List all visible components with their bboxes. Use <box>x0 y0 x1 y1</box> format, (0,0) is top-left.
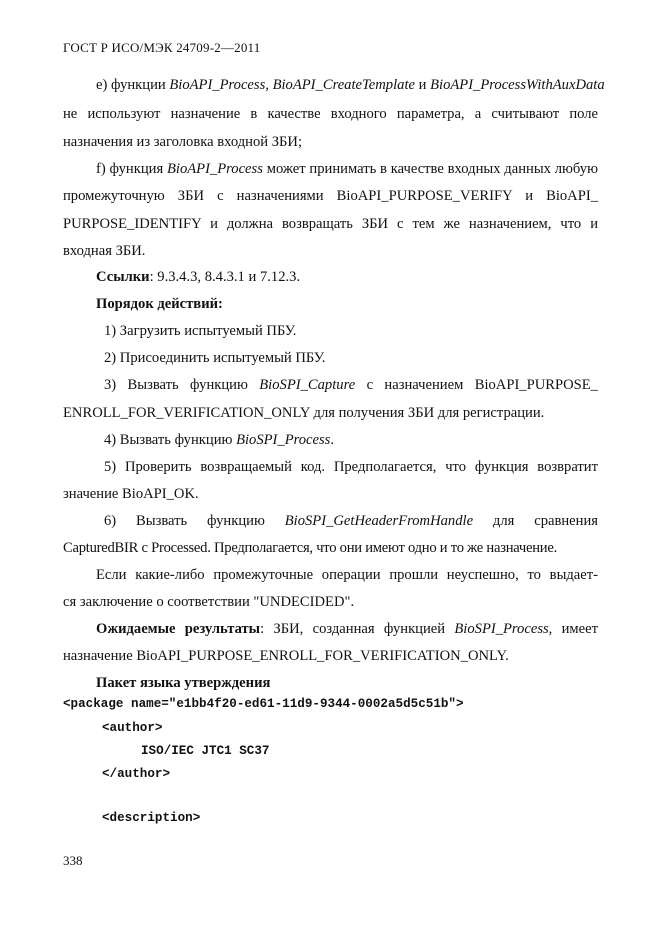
function-name: BioSPI_GetHeaderFromHandle <box>284 513 474 529</box>
page-number: 338 <box>63 853 83 868</box>
item-f-line-3: PURPOSE_IDENTIFY и должна возвращать ЗБИ с тем же назначением, что и <box>63 216 598 232</box>
step-5-line-1: 5) Проверить возвращаемый код. Предполагается, что функция возвратит <box>104 459 598 475</box>
expected-results-line-2: назначение BioAPI_PURPOSE_ENROLL_FOR_VERIFICATION_ONLY. <box>63 648 509 664</box>
text: . <box>330 432 335 448</box>
step-1: 1) Загрузить испытуемый ПБУ. <box>104 323 297 339</box>
function-name: BioAPI_Process <box>166 161 263 177</box>
item-f-line-4: входная ЗБИ. <box>63 243 146 259</box>
procedure-heading: Порядок действий: <box>96 296 223 312</box>
references-line <box>96 268 598 286</box>
step-2: 2) Присоединить испытуемый ПБУ. <box>104 350 326 366</box>
code-author-close: </author> <box>102 767 171 781</box>
item-e-line-2: не используют назначение в качестве входного параметра, а считывают поле <box>63 106 598 122</box>
code-description-open: <description> <box>102 811 201 825</box>
text: f) функция <box>96 161 167 177</box>
text: : ЗБИ, созданная функцией <box>260 621 455 637</box>
step-6-line-2: CapturedBIR с Processed. Предполагается, что они имеют одно и то же назначение. <box>63 540 557 556</box>
expected-results-label: Ожидаемые результаты <box>96 621 261 637</box>
text: 3) Вызвать функцию <box>104 377 260 393</box>
function-name: BioSPI_Process <box>454 621 549 637</box>
text: е) функции <box>96 77 170 93</box>
item-e-line-3: назначения из заголовка входной ЗБИ; <box>63 134 302 150</box>
text: 4) Вызвать функцию <box>104 432 237 448</box>
text: может принимать в качестве входных данных любую <box>262 161 598 177</box>
code-author-value: ISO/IEC JTC1 SC37 <box>141 744 270 758</box>
undecided-line-2: ся заключение о соответствии "UNDECIDED". <box>63 594 355 610</box>
step-6-line-1 <box>104 512 598 530</box>
step-3-line-1 <box>104 376 598 394</box>
text: 6) Вызвать функцию <box>104 513 285 529</box>
item-e-line-1 <box>96 76 605 94</box>
assertion-package-heading: Пакет языка утверждения <box>96 675 271 691</box>
undecided-line-1: Если какие-либо промежуточные операции прошли неуспешно, то выдает- <box>96 567 598 583</box>
function-name: BioAPI_ProcessWithAuxData <box>430 77 605 93</box>
references-label: Ссылки <box>96 269 150 285</box>
function-name: BioAPI_CreateTemplate <box>272 77 415 93</box>
running-header: ГОСТ Р ИСО/МЭК 24709-2—2011 <box>63 40 261 55</box>
code-author-open: <author> <box>102 721 163 735</box>
code-package-open: <package name="e1bb4f20-ed61-11d9-9344-0002a5d5c51b"> <box>63 697 464 711</box>
text: и <box>414 77 431 93</box>
expected-results-line-1 <box>96 620 598 638</box>
function-name: BioSPI_Capture <box>259 377 356 393</box>
item-f-line-2: промежуточную ЗБИ с назначениями BioAPI_PURPOSE_VERIFY и BioAPI_ <box>63 188 598 204</box>
text: , <box>265 77 273 93</box>
function-name: BioAPI_Process <box>169 77 266 93</box>
references-value: : 9.3.4.3, 8.4.3.1 и 7.12.3. <box>149 269 301 285</box>
step-3-line-2: ENROLL_FOR_VERIFICATION_ONLY для получения ЗБИ для регистрации. <box>63 405 545 421</box>
text: с назначением BioAPI_PURPOSE_ <box>355 377 598 393</box>
function-name: BioSPI_Process <box>236 432 331 448</box>
step-4 <box>104 431 598 449</box>
text: , имеет <box>548 621 598 637</box>
step-5-line-2: значение BioAPI_OK. <box>63 486 199 502</box>
item-f-line-1 <box>96 160 598 178</box>
text: для сравнения <box>473 513 598 529</box>
